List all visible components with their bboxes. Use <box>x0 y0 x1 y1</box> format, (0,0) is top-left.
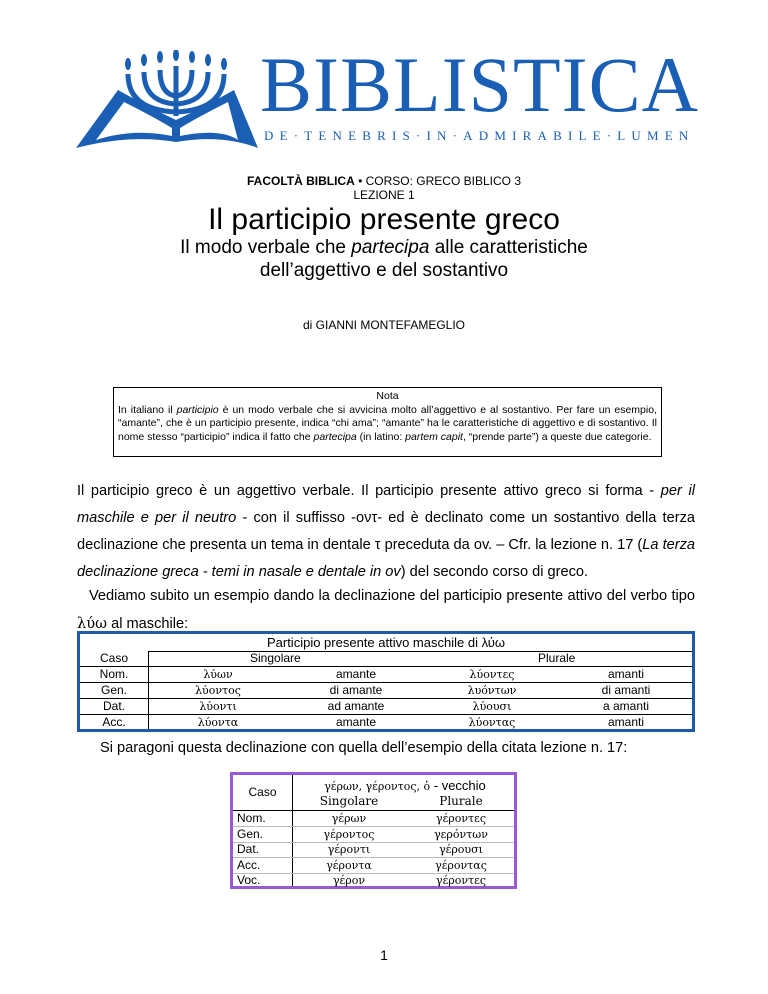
subtitle-text: alle caratteristiche <box>429 237 588 258</box>
table-cell-pl: γέροντες <box>436 874 486 887</box>
column-header-plural: Plurale <box>538 651 576 665</box>
table-cell-sg-it: ad amante <box>327 699 385 713</box>
table-cell-pl: γερόντων <box>434 827 488 841</box>
note-emphasis: partecipa <box>313 430 357 443</box>
table-cell-pl-it: amanti <box>607 667 645 681</box>
subtitle-emphasis: partecipa <box>351 237 430 258</box>
course-name: CORSO: GRECO BIBLICO 3 <box>365 174 521 188</box>
page-number: 1 <box>380 947 388 963</box>
declension-table-geron <box>230 772 517 889</box>
table-cell-pl: γέροντας <box>435 858 487 872</box>
subtitle-text: Il modo verbale che <box>180 237 352 258</box>
menorah-book-icon <box>72 50 262 150</box>
table-cell-sg: γέροντα <box>326 858 372 872</box>
table-cell-sg-gk: λύοντα <box>197 716 239 729</box>
caption-italian: - vecchio <box>430 778 486 793</box>
table-cell-sg: γέρων <box>331 812 367 825</box>
declension-table-lyo <box>77 631 695 732</box>
table-cell-sg: γέροντι <box>327 843 371 856</box>
table-cell-case: Acc. <box>102 715 126 729</box>
table-cell-sg-gk: λύοντος <box>195 684 241 697</box>
author-line: di GIANNI MONTEFAMEGLIO <box>302 318 466 332</box>
table-cell-pl-gk: λύοντες <box>469 668 515 681</box>
table-cell-sg-it: amante <box>335 667 377 681</box>
page-subtitle <box>0 236 768 282</box>
column-header-plural: Plurale <box>439 794 483 808</box>
brand-motto: DE·TENEBRIS·IN·ADMIRABILE·LUMEN <box>264 128 695 143</box>
table-cell-case: Acc. <box>237 857 261 872</box>
note-text: è un modo verbale che si avvicina molto all’aggettivo e al sostantivo. Per fare un esempio, “amante”, che è un participio presente, indica “chi ama”; “amante” ha le caratteristiche di aggettivo e di sostantivo. Il nome stesso “participio” indica il fatto che <box>118 403 657 443</box>
table-cell-sg-gk: λύοντι <box>199 700 237 713</box>
column-header-case: Caso <box>99 651 128 665</box>
table-cell-case: Nom. <box>237 811 266 825</box>
table-cell-pl-gk: λύοντας <box>468 716 516 729</box>
table-cell-case: Dat. <box>102 699 125 713</box>
table-cell-sg-it: amante <box>335 715 377 729</box>
table-cell-sg-gk: λύων <box>203 668 233 681</box>
table-cell-sg: γέρον <box>332 874 366 887</box>
greek-word: λύω <box>77 615 108 632</box>
subtitle-text: dell’aggettivo e del sostantivo <box>259 260 509 281</box>
table-caption <box>293 778 517 793</box>
body-paragraph <box>77 478 695 586</box>
paragraph-emphasis: per il maschile e per il neutro <box>77 483 695 526</box>
table-cell-pl-it: a amanti <box>602 699 650 713</box>
column-header-case: Caso <box>248 785 277 799</box>
table-cell-case: Voc. <box>237 873 261 887</box>
comparison-sentence: Si paragoni questa declinazione con quella dell’esempio della citata lezione n. 17: <box>100 740 628 756</box>
column-header-singular: Singolare <box>319 794 379 808</box>
table-cell-case: Gen. <box>237 826 264 841</box>
table-caption: Participio presente attivo maschile di λύω <box>266 635 506 650</box>
paragraph-text: al maschile: <box>107 616 189 632</box>
lesson-number: LEZIONE 1 <box>353 188 415 202</box>
note-emphasis: participio <box>176 403 219 416</box>
table-cell-pl-gk: λυόντων <box>467 684 517 697</box>
table-cell-pl: γέρουσι <box>439 843 483 856</box>
table-cell-case: Gen. <box>100 683 127 697</box>
body-paragraph <box>77 583 695 638</box>
note-emphasis: partem capit <box>405 430 463 443</box>
table-cell-pl-it: di amanti <box>601 683 651 697</box>
biblistica-logo <box>72 41 724 150</box>
paragraph-text: Il participio greco è un aggettivo verbale. Il participio presente attivo greco si forma - <box>77 483 661 499</box>
course-header <box>0 174 768 202</box>
table-cell-case: Dat. <box>237 842 260 856</box>
table-cell-pl: γέροντες <box>436 812 486 825</box>
faculty-separator: • <box>354 174 366 188</box>
note-text: In italiano il <box>118 403 177 416</box>
table-cell-pl-gk: λύουσι <box>472 700 512 713</box>
note-box <box>113 387 662 457</box>
table-cell-case: Nom. <box>99 667 129 681</box>
paragraph-text: ) del secondo corso di greco. <box>400 564 589 580</box>
faculty-name: FACOLTÀ BIBLICA <box>246 174 355 188</box>
note-text: (in latino: <box>356 430 406 443</box>
paragraph-emphasis: La terza declinazione greca - temi in nasale e dentale in ov <box>77 537 696 580</box>
table-cell-pl-it: amanti <box>607 715 645 729</box>
page-title: Il participio presente greco <box>208 203 560 236</box>
table-cell-sg-it: di amante <box>329 683 383 697</box>
table-cell-sg: γέροντος <box>323 827 375 841</box>
column-header-singular: Singolare <box>250 651 301 665</box>
paragraph-text: Vediamo subito un esempio dando la declinazione del participio presente attivo del verbo tipo <box>89 588 695 604</box>
note-text: , “prende parte”) a queste due categorie. <box>462 430 652 443</box>
paragraph-text: - con il suffisso -οντ- ed è declinato come un sostantivo della terza declinazione che presenta un tema in dentale τ preceduta da ov. – Cfr. la lezione n. 17 ( <box>77 510 695 553</box>
note-heading: Nota <box>376 390 399 402</box>
caption-greek: γέρων, γέροντος, ὁ <box>324 780 431 793</box>
brand-wordmark: BIBLISTICA <box>260 41 699 128</box>
